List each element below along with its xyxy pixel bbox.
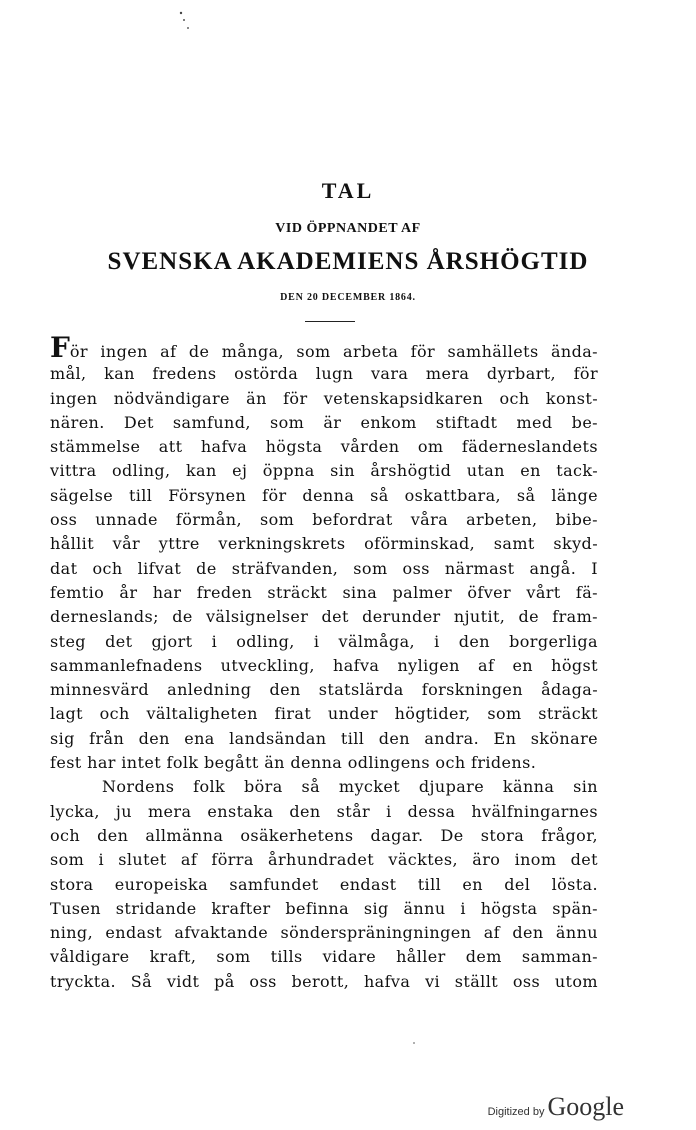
scan-speck-mark [178, 10, 192, 34]
paragraph-2-first-line: Nordens folk böra så mycket djupare känna sin [102, 777, 598, 797]
text-line: nären. Det samfund, som är enkom stiftadt med be- [50, 412, 598, 432]
text-line: femtio år har freden sträckt sina palmer öfver vårt fä- [50, 582, 598, 602]
text-line-1 [50, 331, 598, 364]
text-line: derneslands; de välsignelser det derunder njutit, de fram- [50, 607, 598, 627]
text-line: sammanlefnadens utveckling, hafva nyligen af en högst [50, 655, 598, 675]
text-line: våldigare kraft, som tills vidare håller dem samman- [50, 947, 598, 967]
text-line: fest har intet folk begått än denna odlingens och fridens. [50, 753, 537, 773]
drop-cap: F [50, 331, 70, 364]
text-line: steg det gjort i odling, i välmåga, i den borgerliga [50, 631, 598, 651]
text-line: tryckta. Så vidt på oss berott, hafva vi ställt oss utom [50, 971, 598, 991]
text-line: oss unnade förmån, som befordrat våra arbeten, bibe- [50, 510, 598, 530]
text-line: stora europeiska samfundet endast till en del lösta. [50, 874, 598, 894]
title-rule [305, 321, 355, 322]
heading-academy: SVENSKA AKADEMIENS ÅRSHÖGTID [107, 248, 589, 275]
scan-dot-mark [413, 1042, 415, 1044]
body-text [50, 331, 598, 994]
text-line: mål, kan fredens ostörda lugn vara mera dyrbart, för [50, 364, 598, 384]
first-line-rest: ör ingen af de många, som arbeta för samhällets ända- [69, 342, 598, 361]
text-line: Tusen stridande krafter befinna sig ännu i högsta spän- [50, 898, 598, 918]
text-line: stämmelse att hafva högsta vården om fäderneslandets [50, 437, 598, 457]
text-line: lycka, ju mera enstaka den står i dessa hvälfningarnes [50, 801, 598, 821]
heading-tal: TAL [321, 178, 375, 203]
heading-date: DEN 20 DECEMBER 1864. [280, 292, 416, 303]
digitized-by-label: Digitized by [487, 1106, 545, 1118]
text-line: och den allmänna osäkerhetens dagar. De stora frågor, [50, 825, 598, 845]
text-line: dat och lifvat de sträfvanden, som oss närmast angå. I [50, 558, 598, 578]
google-watermark [488, 1092, 624, 1122]
text-line: sägelse till Försynen för denna så oskattbara, så länge [50, 485, 598, 505]
heading-vid-oppnandet: VID ÖPPNANDET AF [275, 221, 421, 236]
text-line: minnesvärd anledning den statslärda forskningen ådaga- [50, 680, 598, 700]
text-line: ingen nödvändigare än för vetenskapsidkaren och konst- [50, 388, 598, 408]
text-line: hållit vår yttre verkningskrets oförminskad, samt skyd- [50, 534, 598, 554]
text-line: ning, endast afvaktande sönderspräningningen af den ännu [50, 923, 598, 943]
text-line: sig från den ena landsändan till den andra. En skönare [50, 728, 598, 748]
text-line: som i slutet af förra århundradet väcktes, äro inom det [50, 850, 598, 870]
google-logo-text: Google [547, 1092, 624, 1121]
text-line: lagt och vältaligheten firat under högtider, som sträckt [50, 704, 598, 724]
text-line: vittra odling, kan ej öppna sin årshögtid utan en tack- [50, 461, 598, 481]
